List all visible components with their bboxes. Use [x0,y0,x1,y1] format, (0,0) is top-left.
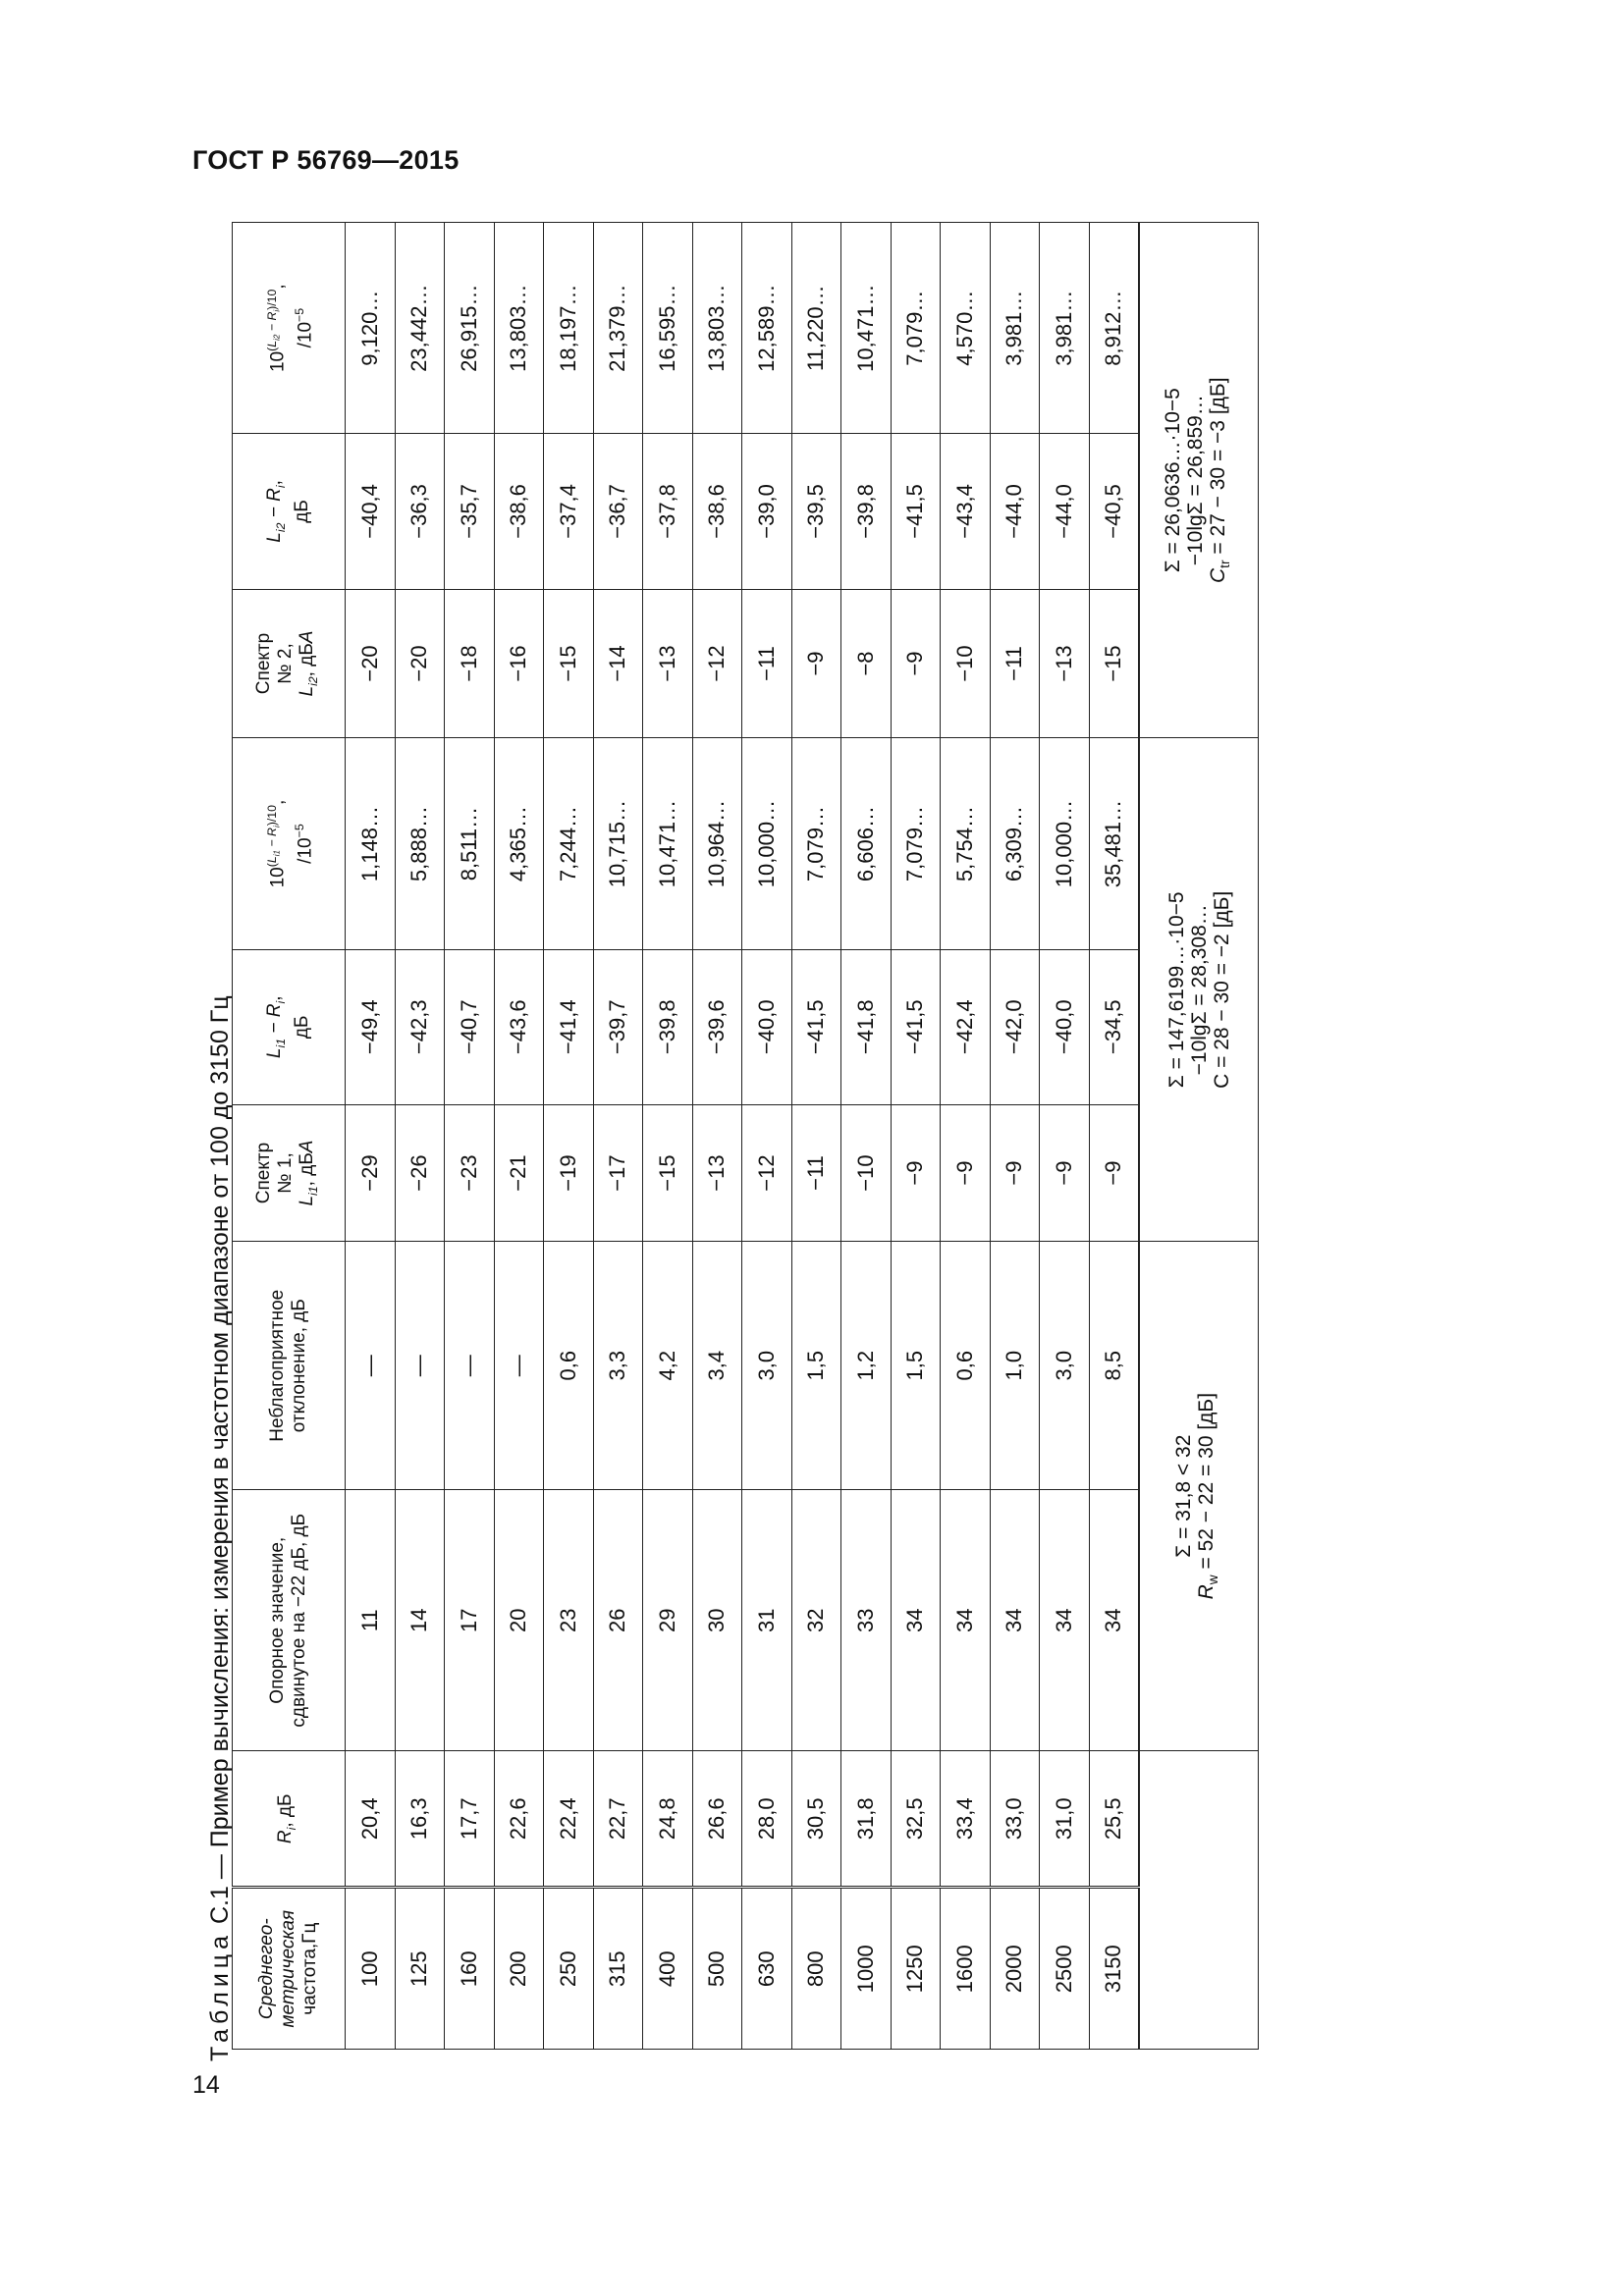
table-cell: −9 [891,589,941,738]
table-cell: 17,7 [445,1751,495,1888]
table-cell: 1600 [941,1888,991,2050]
page-number: 14 [192,2071,220,2099]
table-cell: 22,6 [494,1751,544,1888]
table-row [742,223,792,2050]
table-cell: 17 [445,1490,495,1751]
table-cell: −9 [990,1104,1040,1241]
table-cell: 5,754… [941,738,991,949]
table-cell: 23,442… [395,223,445,434]
table-row [494,223,544,2050]
table-cell: 3150 [1089,1888,1139,2050]
table-cell: 10,471… [841,223,892,434]
table-cell: 1,2 [841,1242,892,1490]
table-cell: 125 [395,1888,445,2050]
table-cell: −36,3 [395,434,445,589]
table-cell: 6,309… [990,738,1040,949]
table-cell: −38,6 [692,434,742,589]
table-cell: 32 [791,1490,841,1751]
table-cell: 28,0 [742,1751,792,1888]
table-cell: 30 [692,1490,742,1751]
table-cell: 1,5 [891,1242,941,1490]
table-cell: −9 [941,1104,991,1241]
table-cell: −40,0 [1040,949,1090,1104]
table-cell: 7,079… [891,738,941,949]
table-cell: — [395,1242,445,1490]
col-header-deviation: Неблагоприятное отклонение, дБ [233,1242,346,1490]
table-cell: 7,079… [791,738,841,949]
table-cell: 13,803… [692,223,742,434]
c-lg: −10lgΣ = 28,308… [1187,904,1211,1076]
table-cell: −11 [742,589,792,738]
table-cell: −44,0 [990,434,1040,589]
table-cell: 1250 [891,1888,941,2050]
rotated-table-area [192,226,1233,2061]
ctr-result: $C_{tr} = 27 - 30 = -3$ [дБ] [1206,377,1233,583]
table-cell: 8,912… [1089,223,1139,434]
table-cell: 10,715… [593,738,643,949]
table-cell: −9 [791,589,841,738]
table-cell: −43,6 [494,949,544,1104]
col-header-reference: Опорное значение, сдвинутое на −22 дБ, дБ [233,1490,346,1751]
table-cell: −38,6 [494,434,544,589]
table-cell: 20 [494,1490,544,1751]
table-cell: 1,148… [346,738,396,949]
summary-c [1139,738,1259,1242]
table-cell: −16 [494,589,544,738]
table-cell: 33 [841,1490,892,1751]
table-cell: 11,220… [791,223,841,434]
table-row [891,223,941,2050]
table-cell: −39,5 [791,434,841,589]
table-cell: 33,0 [990,1751,1040,1888]
table-cell: −8 [841,589,892,738]
table-row [941,223,991,2050]
table-cell: −41,5 [891,949,941,1104]
col-header-ri: $R_i$, дБ [233,1751,346,1888]
table-cell: 9,120… [346,223,396,434]
col-header-diff1: $L_{i1} - R_i$, дБ [233,949,346,1104]
ctr-sum: Σ = 26,0636…·10−5 [1161,388,1184,573]
caption-label: Таблица [206,1930,234,2061]
col-header-frequency: Среднегео- метрическая частота,Гц [233,1888,346,2050]
document-header: ГОСТ Р 56769—2015 [192,145,460,175]
caption-text: С.1 — Пример вычисления: измерения в частотном диапазоне от 100 до 3150 Гц [206,995,234,1925]
table-cell: 3,981… [1040,223,1090,434]
table-cell: −39,8 [643,949,693,1104]
table-cell: 7,244… [544,738,594,949]
table-body [346,223,1259,2050]
table-cell: −20 [346,589,396,738]
col-header-diff2: $L_{i2} - R_i$, дБ [233,434,346,589]
table-cell: 1,0 [990,1242,1040,1490]
table-cell: 34 [941,1490,991,1751]
table-cell: 18,197… [544,223,594,434]
table-cell: 2000 [990,1888,1040,2050]
table-cell: −42,4 [941,949,991,1104]
table-cell: 4,2 [643,1242,693,1490]
rw-result: $R_w = 52 - 22 = 30$ [дБ] [1195,1392,1221,1600]
table-cell: 31,8 [841,1751,892,1888]
table-row [990,223,1040,2050]
table-row [445,223,495,2050]
table-cell: 16,595… [643,223,693,434]
table-cell: −19 [544,1104,594,1241]
table-cell: −40,0 [742,949,792,1104]
table-cell: 2500 [1040,1888,1090,2050]
col-header-power1: $10^{(L_{i1} - R_i)/10}$, $/10^{-5}$ [233,738,346,949]
table-cell: 29 [643,1490,693,1751]
table-cell: −18 [445,589,495,738]
table-cell: 3,4 [692,1242,742,1490]
table-cell: −13 [1040,589,1090,738]
table-cell: 500 [692,1888,742,2050]
table-cell: −9 [1089,1104,1139,1241]
table-cell: −36,7 [593,434,643,589]
summary-empty [1139,1751,1259,2050]
table-cell: −34,5 [1089,949,1139,1104]
table-cell: 7,079… [891,223,941,434]
table-row [544,223,594,2050]
table-header-row [233,223,346,2050]
ctr-lg: −10lgΣ = 26,859… [1183,395,1207,566]
table-cell: −15 [1089,589,1139,738]
table-cell: −11 [791,1104,841,1241]
table-cell: −44,0 [1040,434,1090,589]
table-cell: −40,4 [346,434,396,589]
table-row [1040,223,1090,2050]
table-cell: −13 [692,1104,742,1241]
table-cell: 12,589… [742,223,792,434]
table-cell: −21 [494,1104,544,1241]
col-header-power2: $10^{(L_{i2} - R_i)/10}$, $/10^{-5}$ [233,223,346,434]
table-cell: 800 [791,1888,841,2050]
table-cell: 34 [1040,1490,1090,1751]
table-cell: −35,7 [445,434,495,589]
table-row [643,223,693,2050]
table-row [692,223,742,2050]
table-cell: 400 [643,1888,693,2050]
table-cell: −41,8 [841,949,892,1104]
table-cell: — [346,1242,396,1490]
summary-rw [1139,1242,1259,1751]
table-cell: 5,888… [395,738,445,949]
table-cell: 315 [593,1888,643,2050]
table-row [841,223,892,2050]
table-cell: 10,000… [742,738,792,949]
table-cell: −42,3 [395,949,445,1104]
table-cell: −43,4 [941,434,991,589]
table-cell: 4,365… [494,738,544,949]
table-cell: −39,7 [593,949,643,1104]
table-cell: 3,0 [742,1242,792,1490]
table-cell: −11 [990,589,1040,738]
table-cell: 35,481… [1089,738,1139,949]
table-cell: −26 [395,1104,445,1241]
table-cell: 3,0 [1040,1242,1090,1490]
table-cell: −12 [692,589,742,738]
table-cell: 250 [544,1888,594,2050]
table-row [1089,223,1139,2050]
table-cell: −41,5 [891,434,941,589]
table-cell: 34 [1089,1490,1139,1751]
table-cell: 31 [742,1490,792,1751]
table-cell: 10,000… [1040,738,1090,949]
table-cell: −29 [346,1104,396,1241]
table-cell: 4,570… [941,223,991,434]
table-cell: 22,4 [544,1751,594,1888]
table-cell: 14 [395,1490,445,1751]
table-cell: — [494,1242,544,1490]
summary-ctr [1139,223,1259,738]
table-cell: −14 [593,589,643,738]
table-cell: 10,964… [692,738,742,949]
table-row [593,223,643,2050]
table-cell: −12 [742,1104,792,1241]
calculation-table [232,222,1259,2050]
table-cell: 30,5 [791,1751,841,1888]
summary-row [1139,223,1259,2050]
table-cell: −40,7 [445,949,495,1104]
table-cell: 22,7 [593,1751,643,1888]
table-cell: 32,5 [891,1751,941,1888]
table-cell: −37,4 [544,434,594,589]
table-cell: −20 [395,589,445,738]
table-cell: 6,606… [841,738,892,949]
table-cell: 11 [346,1490,396,1751]
table-cell: −41,5 [791,949,841,1104]
table-cell: 630 [742,1888,792,2050]
table-cell: 200 [494,1888,544,2050]
table-row [395,223,445,2050]
table-cell: 8,5 [1089,1242,1139,1490]
table-cell: 10,471… [643,738,693,949]
table-cell: −39,0 [742,434,792,589]
table-cell: 20,4 [346,1751,396,1888]
table-cell: −9 [891,1104,941,1241]
table-cell: 26,6 [692,1751,742,1888]
table-cell: −15 [643,1104,693,1241]
table-cell: −41,4 [544,949,594,1104]
table-cell: — [445,1242,495,1490]
c-result: C = 28 − 30 = −2 [дБ] [1210,890,1233,1089]
table-cell: 24,8 [643,1751,693,1888]
table-cell: 3,3 [593,1242,643,1490]
col-header-spectrum2: Спектр № 2, $L_{i2}$, дБА [233,589,346,738]
table-cell: 100 [346,1888,396,2050]
table-cell: 21,379… [593,223,643,434]
table-cell: 26 [593,1490,643,1751]
table-row [346,223,396,2050]
table-cell: 0,6 [941,1242,991,1490]
table-cell: 26,915… [445,223,495,434]
table-cell: −15 [544,589,594,738]
table-cell: 1000 [841,1888,892,2050]
table-cell: 16,3 [395,1751,445,1888]
table-cell: −39,8 [841,434,892,589]
rw-sum: Σ = 31,8 < 32 [1172,1434,1196,1558]
table-cell: −17 [593,1104,643,1241]
table-cell: 8,511… [445,738,495,949]
table-cell: 160 [445,1888,495,2050]
table-cell: −13 [643,589,693,738]
table-cell: −39,6 [692,949,742,1104]
c-sum: Σ = 147,6199…·10−5 [1164,891,1188,1089]
table-cell: −23 [445,1104,495,1241]
table-cell: −40,5 [1089,434,1139,589]
table-row [791,223,841,2050]
table-cell: 23 [544,1490,594,1751]
table-cell: 34 [891,1490,941,1751]
table-cell: 25,5 [1089,1751,1139,1888]
table-cell: −9 [1040,1104,1090,1241]
table-cell: −49,4 [346,949,396,1104]
table-cell: 31,0 [1040,1751,1090,1888]
table-cell: 3,981… [990,223,1040,434]
table-cell: 1,5 [791,1242,841,1490]
table-cell: −10 [941,589,991,738]
table-cell: 33,4 [941,1751,991,1888]
table-cell: −37,8 [643,434,693,589]
table-cell: 0,6 [544,1242,594,1490]
table-cell: 34 [990,1490,1040,1751]
col-header-spectrum1: Спектр № 1, $L_{i1}$, дБА [233,1104,346,1241]
table-cell: −10 [841,1104,892,1241]
table-cell: −42,0 [990,949,1040,1104]
table-cell: 13,803… [494,223,544,434]
